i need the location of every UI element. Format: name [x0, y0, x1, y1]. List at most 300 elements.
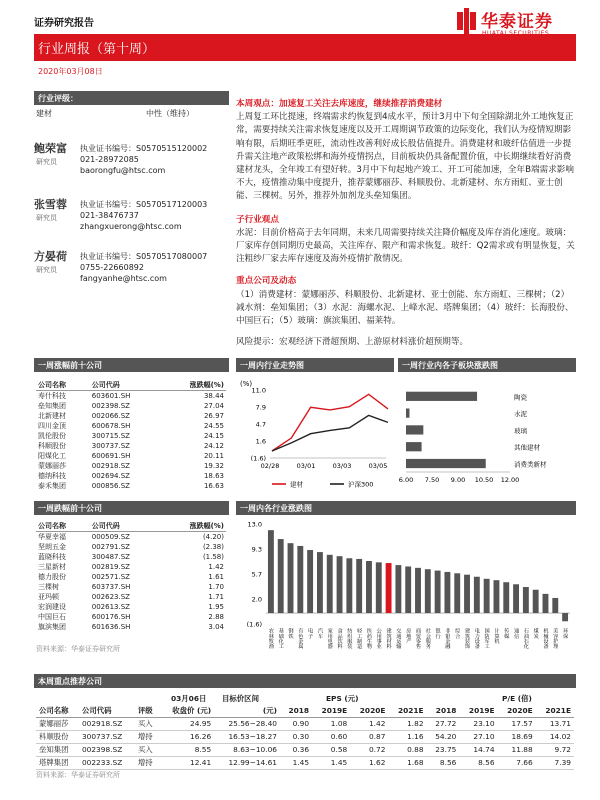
x-tick-label: 03/05: [368, 462, 388, 470]
bar: [562, 613, 568, 621]
bar: [297, 546, 303, 613]
report-type-label: 证券研究报告: [34, 18, 94, 29]
column-header: 评级: [137, 705, 153, 715]
table-row: [36, 421, 226, 431]
table-cell: 000509.SZ: [91, 533, 130, 541]
table-cell: 1.45: [330, 758, 348, 767]
column-header: 涨跌幅(%): [161, 521, 226, 532]
category-label: 水泥: [514, 410, 527, 419]
category-label: 美容护理: [552, 628, 559, 649]
table-row: [36, 401, 226, 411]
table-cell: 0.58: [330, 745, 348, 754]
chart3-heading: 一周内各行业涨跌图: [236, 501, 576, 515]
table-cell: 27.04: [203, 402, 224, 410]
table-cell: 27.72: [435, 719, 457, 728]
table-cell: 1.42: [208, 563, 224, 571]
y-tick-label: 1.6: [255, 437, 266, 446]
table-cell: 12.41: [190, 758, 212, 767]
analyst-phone: 021-28972085: [80, 155, 139, 164]
table-cell: 蓝晓科技: [38, 553, 66, 561]
category-label: 家用电器: [326, 628, 333, 649]
y-tick-label: 5.7: [251, 570, 262, 579]
eps-header: EPS (元): [326, 694, 359, 703]
table-cell: 24.12: [203, 442, 224, 450]
table-cell: 德纳科技: [38, 472, 66, 480]
category-label: 基础化工: [277, 628, 284, 649]
table-row: [36, 717, 574, 730]
industry-change-chart: [236, 518, 576, 650]
table-cell: 002791.SZ: [91, 543, 130, 551]
bar: [278, 539, 284, 613]
bar: [533, 590, 539, 613]
table-cell: 三棵树: [38, 583, 59, 591]
table-cell: 买入: [137, 719, 153, 728]
table-cell: 1.16: [407, 732, 424, 741]
section-heading: 重点公司及动态: [236, 276, 297, 287]
subsector-change-chart: [398, 376, 576, 494]
table-row: [36, 542, 226, 552]
table-header-row: [36, 521, 226, 532]
bar: [415, 568, 421, 613]
table-cell: 002571.SZ: [91, 573, 130, 581]
table-row: [36, 411, 226, 421]
column-header: 收盘价 (元): [172, 705, 212, 715]
table-cell: 北新建材: [38, 412, 66, 420]
table-cell: 8.56: [439, 758, 457, 767]
table-cell: 1.95: [208, 603, 224, 611]
table-cell: 603601.SH: [91, 392, 131, 400]
brand-mark-icon: [455, 8, 477, 34]
category-label: 公用事业: [375, 628, 382, 649]
table-row: [36, 756, 574, 769]
column-header: 公司名称: [36, 380, 90, 391]
table-cell: 增持: [137, 758, 153, 767]
column-header: 2019E: [468, 705, 495, 715]
table-cell: 20.11: [203, 452, 224, 460]
analyst-phone: 0755-22660892: [80, 263, 144, 272]
bar: [327, 555, 333, 613]
column-header: 公司名称: [36, 521, 90, 532]
table-cell: 23.75: [435, 745, 457, 754]
analyst-email[interactable]: zhangxuerong@htsc.com: [80, 222, 182, 231]
table-cell: 德力股份: [38, 573, 66, 581]
table-cell: 亚玛顿: [38, 593, 59, 601]
table-cell: 300715.SZ: [91, 432, 130, 440]
table-cell: 蒙娜丽莎: [39, 719, 69, 728]
source-note: 资料来源：华泰证券研究所: [36, 771, 120, 779]
column-header: (元): [262, 705, 277, 715]
bar: [494, 580, 500, 613]
column-header: 2021E: [545, 705, 571, 715]
bar: [376, 562, 382, 613]
bar: [454, 573, 460, 613]
picks-heading: 本周重点推荐公司: [34, 674, 576, 688]
risk-note: 风险提示：宏观经济下滑超预期、上游原材料涨价超预期等。: [236, 337, 469, 348]
analyst-name: 方晏荷: [34, 250, 67, 263]
table-cell: 宏润建设: [38, 603, 66, 611]
category-label: 钢铁: [287, 628, 294, 639]
table-cell: 54.20: [435, 732, 457, 741]
bar: [406, 425, 423, 434]
bar: [395, 565, 401, 613]
bar: [346, 558, 352, 613]
table-cell: 24.55: [203, 422, 224, 430]
bar: [406, 392, 477, 401]
table-cell: 13.71: [549, 719, 571, 728]
table-cell: 蒙娜丽莎: [38, 462, 66, 470]
table-cell: 7.66: [516, 758, 533, 767]
bar: [356, 559, 362, 613]
table-cell: 000856.SZ: [91, 482, 130, 490]
bar: [386, 563, 392, 613]
column-header: 2021E: [397, 705, 424, 715]
bar: [268, 530, 274, 613]
analyst-name: 鲍荣富: [34, 142, 67, 155]
column-header: 2020E: [359, 705, 386, 715]
table-cell: 0.88: [407, 745, 424, 754]
chart2-heading: 一周行业内各子板块涨跌图: [398, 358, 576, 372]
column-header: 2020E: [507, 705, 533, 715]
analyst-email[interactable]: baorongfu@htsc.com: [80, 166, 166, 175]
table-cell: 1.70: [208, 583, 224, 591]
analyst-role: 研究员: [36, 158, 57, 166]
category-label: 医药生物: [365, 628, 372, 649]
table-cell: 26.97: [203, 412, 224, 420]
bar: [406, 459, 486, 468]
table-cell: 002819.SZ: [91, 563, 130, 571]
section-heading: 子行业观点: [236, 214, 279, 225]
table-cell: 科顺股份: [38, 442, 66, 450]
table-cell: 垒知集团: [38, 402, 66, 410]
industry-trend-chart: [236, 376, 396, 494]
table-cell: 凯伦股份: [38, 432, 66, 440]
category-label: 石油石化: [522, 628, 529, 649]
table-cell: 0.30: [292, 732, 310, 741]
picks-group-header: [36, 691, 574, 705]
table-header-row: [36, 704, 574, 717]
x-tick-label: 7.50: [424, 476, 440, 484]
bar: [484, 579, 490, 613]
table-cell: (2.38): [202, 543, 224, 551]
analyst-card: [34, 195, 229, 251]
table-cell: 24.95: [190, 719, 212, 728]
table-cell: 0.36: [292, 745, 310, 754]
brand-name-cn: 华泰证券: [481, 12, 553, 32]
table-row: [36, 532, 226, 543]
category-label: 纺织服装: [346, 628, 353, 649]
table-cell: 19.32: [203, 462, 224, 470]
category-label: 汽车: [316, 628, 323, 639]
analyst-phone: 021-38476737: [80, 211, 139, 220]
category-label: 农林牧渔: [267, 628, 274, 649]
losers-heading: 一周跌幅前十公司: [34, 501, 229, 515]
analyst-card: [34, 139, 229, 195]
table-cell: 8.56: [478, 758, 495, 767]
table-cell: 1.68: [407, 758, 424, 767]
table-row: [36, 572, 226, 582]
table-cell: 38.44: [203, 392, 224, 400]
category-label: 非银金融: [444, 628, 451, 649]
table-row: [36, 391, 226, 402]
bar: [543, 594, 549, 613]
table-row: [36, 622, 226, 632]
table-row: [36, 441, 226, 451]
table-cell: 002398.SZ: [91, 402, 130, 410]
table-cell: 1.45: [292, 758, 310, 767]
table-row: [36, 592, 226, 602]
table-cell: 三星新材: [38, 563, 66, 571]
table-cell: 12.99~14.61: [228, 758, 277, 767]
category-label: 国防军工: [483, 628, 490, 649]
table-cell: 27.10: [473, 732, 495, 741]
table-cell: 1.61: [208, 573, 224, 581]
title-bar: [34, 34, 576, 61]
y-tick-label: 11.0: [251, 386, 266, 395]
category-label: 食品饮料: [336, 628, 343, 649]
table-cell: 0.87: [368, 732, 386, 741]
column-header: 公司代码: [90, 380, 162, 391]
target-range-header: 目标价区间: [222, 694, 259, 703]
table-cell: 14.74: [473, 745, 495, 754]
bar: [288, 543, 294, 613]
table-row: [36, 451, 226, 461]
table-cell: 300737.SZ: [81, 732, 123, 741]
category-label: 商贸零售: [415, 628, 421, 649]
paragraph: 水泥：目前价格高于去年同期，未来几周需要持续关注降价幅度及库存消化速度。玻璃：厂家库存创同期历史最高，关注库存、限产和需求恢复。玻纤：Q2需求或有明显恢复，关注粗纱厂家去库存速度及海外疫情扩散情况。: [236, 227, 575, 265]
analyst-license: 执业证书编号：S0570515120002: [80, 144, 208, 153]
rating-industry: 建材: [36, 109, 52, 118]
table-cell: 11.88: [511, 745, 533, 754]
table-cell: 16.53~18.27: [228, 732, 277, 741]
table-cell: 25.56~28.40: [228, 719, 277, 728]
category-label: 陶瓷: [514, 393, 527, 402]
rating-heading: 行业评级：: [34, 91, 229, 105]
table-cell: 18.63: [203, 472, 224, 480]
bar: [406, 442, 422, 451]
analyst-role: 研究员: [36, 266, 57, 274]
table-cell: 002613.SZ: [91, 603, 130, 611]
table-row: [36, 431, 226, 441]
category-label: 传媒: [503, 628, 510, 639]
table-cell: 16.26: [190, 732, 212, 741]
legend-label: 建材: [290, 480, 303, 489]
gainers-table: [36, 380, 226, 491]
table-row: [36, 481, 226, 491]
bar: [317, 552, 323, 613]
table-cell: 泰禾集团: [38, 482, 66, 490]
table-cell: 8.63~10.06: [233, 745, 277, 754]
table-cell: (4.20): [202, 533, 224, 541]
table-row: [36, 730, 574, 743]
y-tick-label: (1.6): [246, 620, 262, 629]
x-tick-label: 10.50: [474, 476, 494, 484]
column-header: 2018: [435, 705, 457, 715]
series-line: [272, 394, 388, 451]
table-cell: 002694.SZ: [91, 472, 130, 480]
category-label: 消费类新材: [514, 460, 547, 469]
y-tick-label: 13.0: [247, 520, 262, 529]
table-cell: 14.02: [549, 732, 571, 741]
analyst-name: 张雪蓉: [34, 198, 67, 211]
table-cell: 1.42: [368, 719, 386, 728]
table-cell: 24.15: [203, 432, 224, 440]
bar: [406, 408, 409, 417]
table-cell: 002918.SZ: [81, 719, 123, 728]
analyst-card: [34, 251, 229, 307]
table-cell: 0.60: [330, 732, 348, 741]
bar: [307, 550, 313, 613]
table-cell: 1.82: [407, 719, 424, 728]
paragraph: （1）消费建材：蒙娜丽莎、科顺股份、北新建材、亚士创能、东方雨虹、三棵树；（2）减水剂：垒知集团；（3）水泥：海螺水泥、上峰水泥、塔牌集团；（4）玻纤：长海股份、中国巨石；（5）玻璃：旗滨集团、福莱特。: [236, 289, 574, 327]
table-cell: 中国巨石: [38, 613, 66, 621]
table-row: [36, 562, 226, 572]
table-cell: 8.55: [194, 745, 212, 754]
category-label: 电子: [307, 628, 314, 639]
table-cell: 16.63: [203, 482, 224, 490]
table-cell: 002398.SZ: [81, 745, 123, 754]
bar: [523, 587, 529, 613]
table-row: [36, 582, 226, 592]
table-row: [36, 471, 226, 481]
table-cell: 华夏幸福: [38, 533, 66, 541]
table-cell: 旗滨集团: [38, 623, 66, 631]
analyst-block: [34, 139, 229, 307]
losers-table: [36, 521, 226, 632]
table-cell: (1.58): [202, 553, 224, 561]
source-note: 资料来源：华泰证券研究所: [36, 645, 120, 653]
table-cell: 2.88: [208, 613, 224, 621]
x-tick-label: 9.00: [450, 476, 466, 484]
analyst-license: 执业证书编号：S0570517120003: [80, 200, 208, 209]
gainers-heading: 一周涨幅前十公司: [34, 358, 229, 372]
table-cell: 18.69: [511, 732, 533, 741]
report-title: 行业周报（第十周）: [38, 42, 156, 57]
table-cell: 增持: [137, 732, 153, 741]
pe-header: P/E (倍): [502, 694, 532, 703]
paragraph: 上周复工环比提速，终端需求约恢复到4成水平，预计3月中下旬全国除湖北外工地恢复正常，需要持续关注需求恢复速度以及开工周期调节政策的边际变化，我们认为疫情短期影响有限，后期旺季更旺，流动性改善利好成长股估值提升。消费建材和玻纤估值进一步提升需关注地产政策松绑和海外疫情拐点，目前板块仍具备配置价值，中长期继续看好消费建材龙头，全年竣工有望好转。3月中下旬起地产竣工、开工可能加速，全年B端需求影响不大，疫情推动集中度提升，推荐蒙娜丽莎、科顺股份、北新建材、东方雨虹、亚士创能、三棵树。另外，推荐外加剂龙头垒知集团。: [236, 112, 574, 202]
bar: [444, 572, 450, 613]
table-cell: 0.72: [368, 745, 386, 754]
picks-table: [36, 704, 574, 770]
column-header: 公司名称: [39, 705, 69, 715]
category-label: 综合: [454, 628, 461, 639]
table-cell: 0.90: [292, 719, 310, 728]
y-tick-label: 9.3: [251, 545, 262, 554]
column-header: 涨跌幅(%): [161, 380, 226, 391]
section-heading: 本周观点：加速复工关注去库速度，继续推荐消费建材: [236, 99, 443, 109]
bar: [425, 569, 431, 613]
table-header-row: [36, 380, 226, 391]
series-line: [272, 415, 388, 451]
column-header: 公司代码: [81, 705, 112, 715]
table-row: [36, 602, 226, 612]
x-tick-label: 6.00: [398, 476, 414, 484]
y-tick-label: 7.9: [255, 403, 266, 412]
x-tick-label: 12.00: [500, 476, 520, 484]
table-cell: 7.39: [554, 758, 571, 767]
category-label: 银行: [434, 628, 441, 639]
bar: [366, 561, 372, 613]
category-label: 社会服务: [424, 628, 431, 649]
rating-row: [36, 108, 226, 119]
table-cell: 600176.SH: [91, 613, 131, 621]
table-cell: 垒知集团: [39, 745, 69, 754]
table-cell: 603737.SH: [91, 583, 131, 591]
x-tick-label: 03/01: [296, 462, 316, 470]
category-label: 计算机: [493, 628, 500, 644]
table-row: [36, 743, 574, 756]
table-cell: 9.72: [554, 745, 571, 754]
bar: [474, 577, 480, 613]
category-label: 其他建材: [514, 443, 540, 452]
legend-label: 沪深300: [348, 480, 374, 489]
main-text: [236, 98, 576, 349]
table-cell: 阳煤化工: [38, 452, 66, 460]
bar: [513, 584, 519, 613]
category-label: 机械设备: [542, 628, 549, 649]
category-label: 玻璃: [514, 426, 527, 435]
table-cell: 600678.SH: [91, 422, 131, 430]
table-cell: 坚朗五金: [38, 543, 66, 551]
y-axis-label: (%): [240, 380, 253, 388]
analyst-license: 执业证书编号：S0570517080007: [80, 252, 208, 261]
table-cell: 买入: [137, 745, 153, 754]
bar: [552, 598, 558, 613]
category-label: 电力设备: [473, 628, 480, 649]
y-tick-label: 2.0: [251, 595, 262, 604]
table-cell: 四川金顶: [38, 422, 66, 430]
category-label: 通信: [513, 628, 520, 639]
table-cell: 002066.SZ: [91, 412, 130, 420]
table-cell: 300737.SZ: [91, 442, 130, 450]
table-cell: 002918.SZ: [91, 462, 130, 470]
column-header: 公司代码: [90, 521, 162, 532]
chart1-heading: 一周内行业走势图: [236, 358, 394, 372]
table-cell: 002623.SZ: [91, 593, 130, 601]
x-tick-label: 03/03: [332, 462, 352, 470]
price-date-header: 03月06日: [171, 694, 207, 703]
table-cell: 002233.SZ: [81, 758, 123, 767]
analyst-role: 研究员: [36, 214, 57, 222]
y-tick-label: 4.7: [255, 420, 266, 429]
table-cell: 1.08: [330, 719, 348, 728]
category-label: 建筑装饰: [464, 628, 471, 649]
column-header: 2018: [288, 705, 310, 715]
category-label: 建筑材料: [385, 628, 392, 649]
table-cell: 300487.SZ: [91, 553, 130, 561]
table-cell: 塔牌集团: [39, 758, 69, 767]
y-tick-label: (1.6): [250, 454, 266, 463]
table-row: [36, 552, 226, 562]
table-cell: 600691.SH: [91, 452, 131, 460]
bar: [435, 571, 441, 613]
table-cell: 601636.SH: [91, 623, 131, 631]
table-row: [36, 461, 226, 471]
table-cell: 科顺股份: [39, 732, 69, 741]
analyst-email[interactable]: fangyanhe@htsc.com: [80, 274, 167, 283]
bar: [464, 575, 470, 613]
table-cell: 寿什科技: [38, 392, 66, 400]
table-cell: 23.10: [473, 719, 495, 728]
category-label: 交通运输: [395, 628, 402, 649]
rating-value: 中性（维持）: [146, 109, 194, 118]
table-cell: 1.62: [368, 758, 386, 767]
x-tick-label: 02/28: [260, 462, 280, 470]
table-cell: 1.71: [208, 593, 224, 601]
bar: [503, 582, 509, 613]
bar: [405, 566, 411, 613]
bar: [337, 556, 343, 613]
